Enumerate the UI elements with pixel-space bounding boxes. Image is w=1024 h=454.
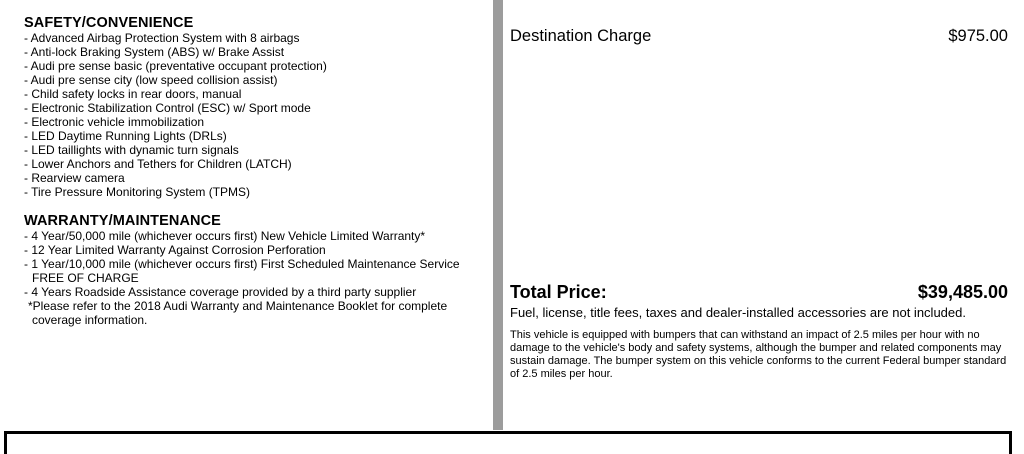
total-price-label: Total Price: [510,282,607,302]
destination-charge-row [510,26,1008,46]
list-item: - 1 Year/10,000 mile (whichever occurs first) First Scheduled Maintenance Service [24,257,460,271]
list-item: - LED taillights with dynamic turn signals [24,143,239,157]
list-item: - Child safety locks in rear doors, manual [24,87,242,101]
list-item: - 4 Years Roadside Assistance coverage provided by a third party supplier [24,285,417,299]
list-item: - Electronic vehicle immobilization [24,115,205,129]
list-item: - Anti-lock Braking System (ABS) w/ Brake Assist [24,45,285,59]
list-item: - Lower Anchors and Tethers for Children (LATCH) [24,157,292,171]
features-column [24,0,486,327]
column-divider [493,0,503,430]
list-item: - 12 Year Limited Warranty Against Corrosion Perforation [24,243,326,257]
fees-note: Fuel, license, title fees, taxes and dealer-installed accessories are not included. [510,305,966,320]
safety-heading: SAFETY/CONVENIENCE [24,15,194,31]
bumper-disclaimer: This vehicle is equipped with bumpers that can withstand an impact of 2.5 miles per hour with no damage to the vehicle's body and safety systems, although the bumper and related components may sustain damage. The bumper system on this vehicle conforms to the current Federal bumper standard of 2.5 miles per hour. [510,329,1007,380]
destination-charge-label: Destination Charge [510,27,652,45]
list-item: - Rearview camera [24,171,125,185]
warranty-footnote-continuation: coverage information. [32,313,148,327]
list-item: - Electronic Stabilization Control (ESC) w/ Sport mode [24,101,311,115]
warranty-heading: WARRANTY/MAINTENANCE [24,213,221,229]
list-item: - Audi pre sense city (low speed collision assist) [24,73,278,87]
destination-charge-value: $975.00 [948,27,1008,45]
warranty-footnote: *Please refer to the 2018 Audi Warranty and Maintenance Booklet for complete [28,299,448,313]
total-price-row [510,282,1008,302]
safety-list [24,31,486,199]
list-item-continuation: FREE OF CHARGE [32,271,139,285]
list-item: - Tire Pressure Monitoring System (TPMS) [24,185,251,199]
list-item: - Advanced Airbag Protection System with 8 airbags [24,31,300,45]
warranty-list [24,229,486,327]
list-item: - LED Daytime Running Lights (DRLs) [24,129,227,143]
total-price-value: $39,485.00 [917,282,1008,302]
bottom-section-border [4,431,1012,454]
list-item: - 4 Year/50,000 mile (whichever occurs first) New Vehicle Limited Warranty* [24,229,426,243]
list-item: - Audi pre sense basic (preventative occupant protection) [24,59,327,73]
